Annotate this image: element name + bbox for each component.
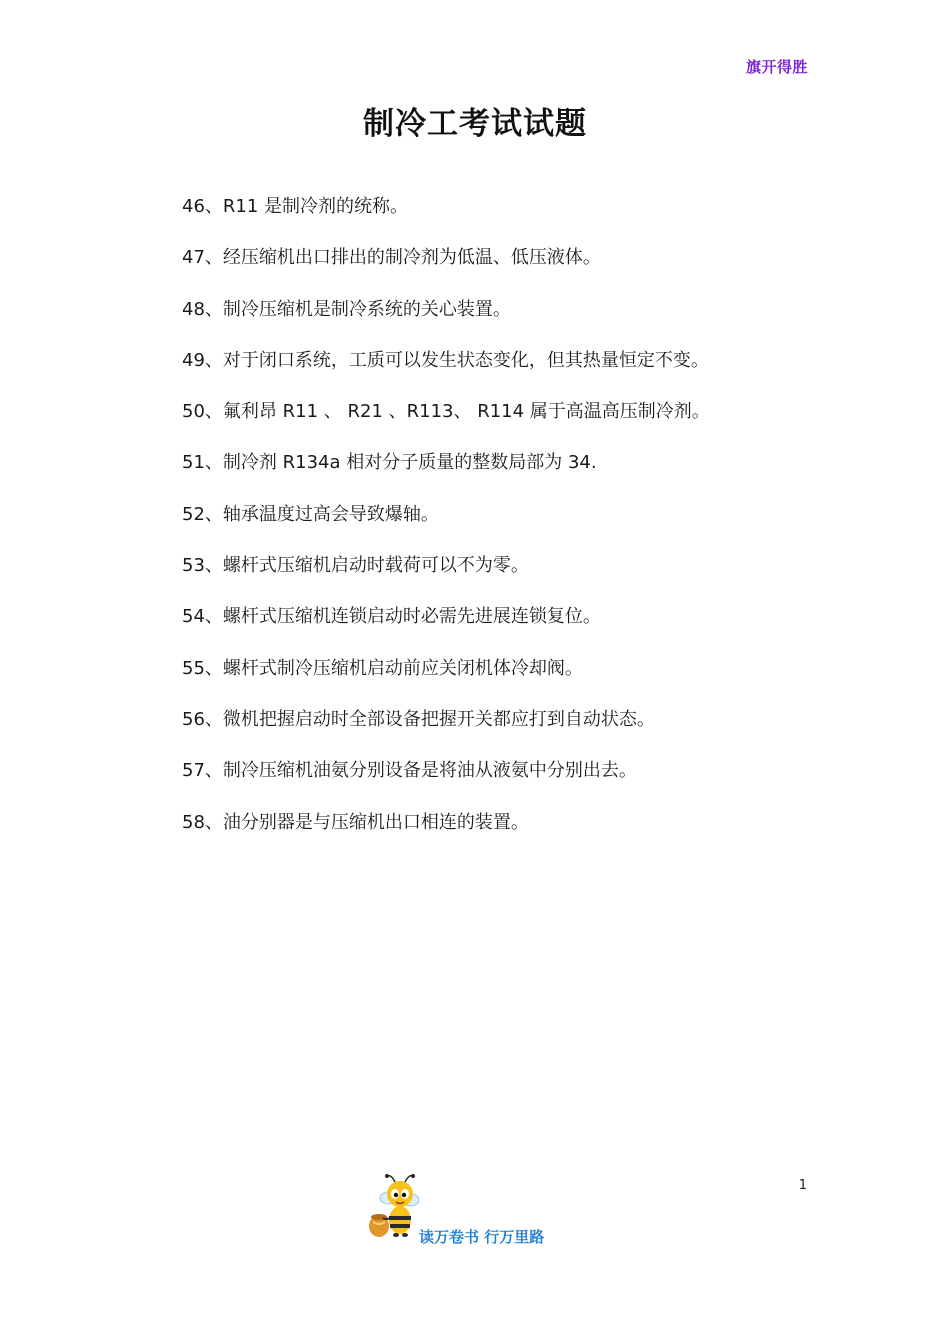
question-item: 54、螺杆式压缩机连锁启动时必需先进展连锁复位。: [182, 606, 601, 628]
question-item: 46、R11 是制冷剂的统称。: [182, 196, 409, 217]
question-item: 55、螺杆式制冷压缩机启动前应关闭机体冷却阀。: [182, 657, 583, 679]
question-item: 58、油分别器是与压缩机出口相连的装置。: [182, 811, 529, 833]
header-tag: 旗开得胜: [745, 58, 808, 76]
footer: [367, 1172, 587, 1244]
bee-mascot-icon: [367, 1172, 421, 1242]
question-list: [182, 193, 710, 860]
question-item: 48、制冷压缩机是制冷系统的关心装置。: [182, 298, 511, 320]
question-item: 50、氟利昂 R11 、 R21 、R113、 R114 属于高温高压制冷剂。: [182, 401, 710, 423]
document-title: 制冷工考试试题: [363, 106, 587, 142]
question-item: 52、轴承温度过高会导致爆轴。: [182, 503, 439, 525]
question-item: 51、制冷剂 R134a 相对分子质量的整数局部为 34.: [182, 452, 597, 474]
page-number: 1: [798, 1178, 807, 1193]
question-item: 47、经压缩机出口排出的制冷剂为低温、低压液体。: [182, 247, 601, 269]
question-item: 57、制冷压缩机油氨分别设备是将油从液氨中分别出去。: [182, 760, 637, 782]
footer-slogan: 读万卷书 行万里路: [419, 1228, 545, 1246]
question-item: 49、对于闭口系统，工质可以发生状态变化，但其热量恒定不变。: [182, 349, 709, 371]
question-item: 53、螺杆式压缩机启动时载荷可以不为零。: [182, 555, 529, 577]
question-item: 56、微机把握启动时全部设备把握开关都应打到自动状态。: [182, 708, 655, 730]
